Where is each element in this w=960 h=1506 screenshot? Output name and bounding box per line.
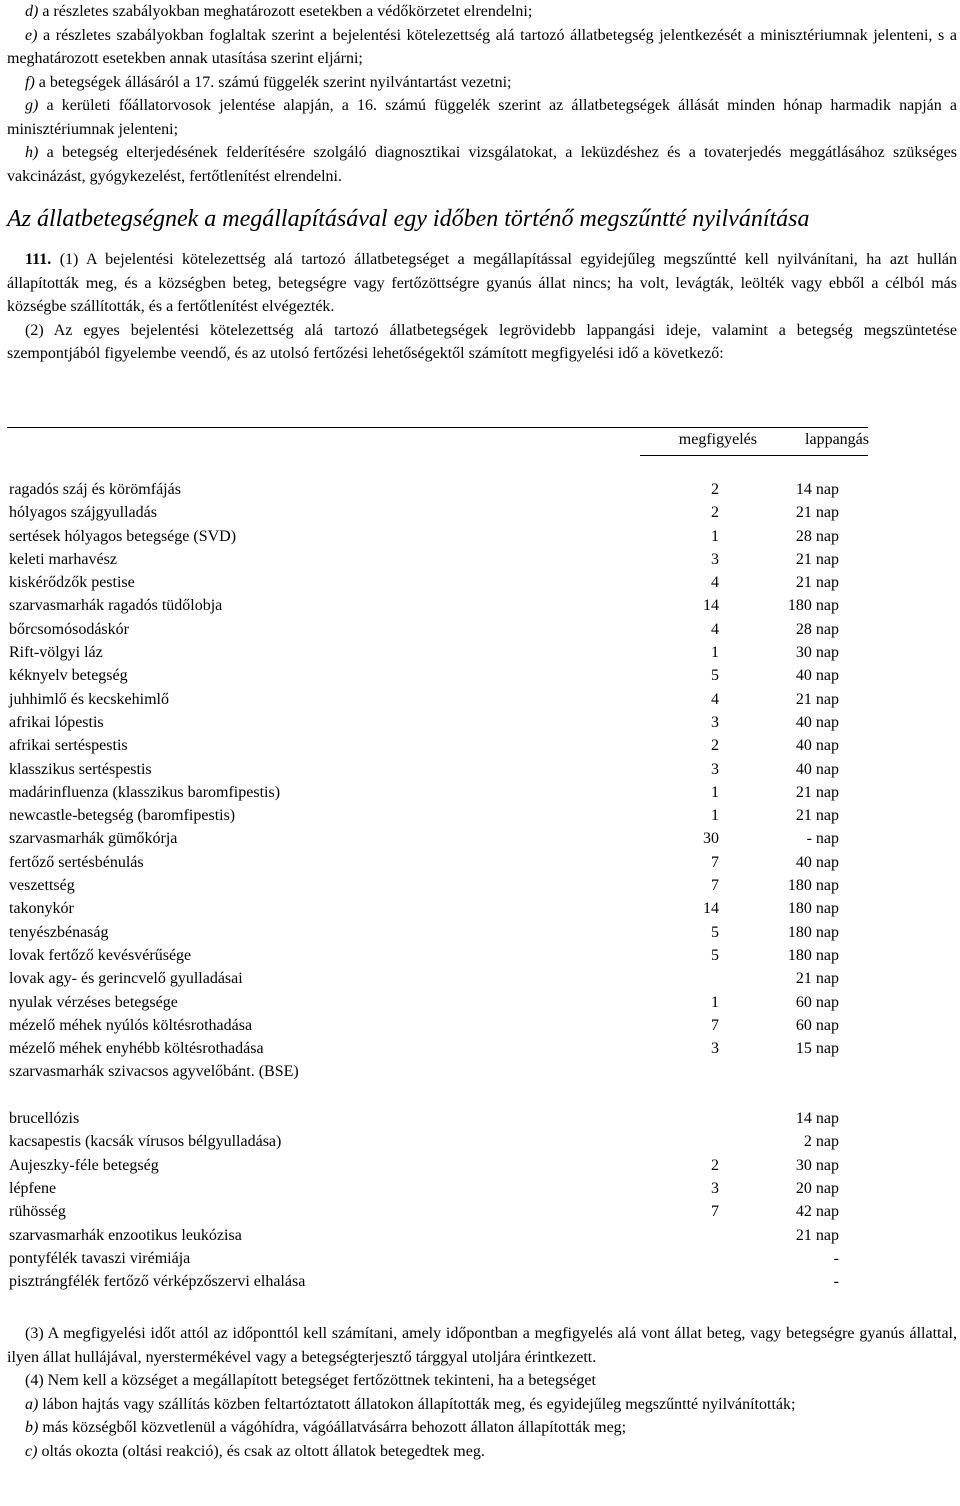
disease-name: madárinfluenza (klasszikus baromfipestis) (9, 783, 281, 801)
disease-name: ragadós száj és körömfájás (9, 481, 181, 498)
item-label: f) (25, 73, 35, 91)
disease-name: klasszikus sertéspestis (9, 760, 152, 778)
table-row (9, 944, 869, 967)
incubation-period: 40 nap (795, 760, 839, 778)
table-row (9, 781, 869, 804)
incubation-period: - (833, 1249, 839, 1267)
table-row (9, 851, 869, 874)
observation-days: 14 (703, 900, 719, 918)
table-row (9, 664, 869, 687)
section-paragraph-2: (2) Az egyes bejelentési kötelezettség alá tartozó állatbetegségek legrövidebb lappangási ideje, valamint a betegség megszüntetése szempontjából figyelembe veendő, és az utolsó fertőzési lehetőségektől számított megfigyelési idő a következő: (7, 321, 957, 362)
observation-days: 1 (711, 807, 719, 825)
table-row (9, 1270, 869, 1293)
incubation-period: 180 nap (787, 877, 839, 895)
table-row (9, 921, 869, 944)
table-row (9, 758, 869, 781)
disease-name: mézelő méhek nyúlós költésrothadása (9, 1016, 253, 1034)
item-text: más községből közvetlenül a vágóhídra, vágóállatvásárra behozott állaton állapították meg; (38, 1419, 627, 1436)
observation-days: 7 (711, 1203, 719, 1221)
paragraph-3: (3) A megfigyelési időt attól az időponttól kell számítani, amely időpontban a megfigyelés alá vont állat beteg, vagy betegségre gyanús állattal, ilyen állat hullájával, nyerstermékével vagy a betegségterjesztő tárggyal utoljára érintkezett. (7, 1325, 957, 1366)
disease-name: kiskérődzők pestise (9, 574, 135, 592)
observation-days: 14 (703, 597, 719, 615)
observation-days: 3 (711, 1040, 719, 1058)
observation-days: 3 (711, 760, 719, 778)
observation-days: 2 (711, 481, 719, 498)
disease-name: bőrcsomósodáskór (9, 620, 129, 638)
item-text: oltás okozta (oltási reakció), és csak az oltott állatok betegedtek meg. (37, 1442, 485, 1460)
disease-name: tenyészbénaság (9, 923, 109, 941)
observation-days: 4 (711, 620, 719, 638)
observation-days: 30 (703, 830, 719, 848)
observation-days: 1 (711, 644, 719, 662)
incubation-period: 42 nap (795, 1203, 839, 1221)
table-row (9, 1247, 869, 1270)
incubation-period: 40 nap (795, 853, 839, 871)
table-row (9, 1060, 869, 1083)
item-label: g) (25, 97, 39, 114)
incubation-period: 20 nap (795, 1179, 839, 1197)
incubation-period: 21 nap (795, 690, 839, 708)
incubation-period: - nap (806, 830, 839, 848)
disease-name: szarvasmarhák gümőkórja (9, 830, 178, 848)
disease-name: hólyagos szájgyulladás (9, 504, 157, 522)
disease-name: rühösség (9, 1203, 66, 1221)
section-heading: Az állatbetegségnek a megállapításával egy időben történő megszűntté nyilvánítása (7, 206, 810, 232)
item-label: c) (25, 1442, 38, 1460)
observation-days: 2 (711, 504, 719, 522)
disease-name: lovak agy- és gerincvelő gyulladásai (9, 970, 243, 988)
item-label: h) (25, 144, 39, 161)
observation-days: 2 (711, 1156, 719, 1174)
disease-name: pontyfélék tavaszi virémiája (9, 1249, 191, 1267)
paragraph-4: (4) Nem kell a községet a megállapított betegséget fertőzöttnek tekinteni, ha a betegséget (25, 1372, 596, 1389)
disease-name: Rift-völgyi láz (9, 644, 103, 662)
table-row (9, 1200, 869, 1223)
list-item-e (7, 24, 957, 71)
incubation-period: 21 nap (795, 970, 839, 988)
disease-name: veszettség (9, 877, 75, 895)
table-row (9, 618, 869, 641)
table-row (9, 478, 869, 501)
disease-name: lépfene (9, 1179, 57, 1197)
item-text: a részletes szabályokban meghatározott esetekben a védőkörzetet elrendelni; (38, 3, 533, 20)
list-item-a (7, 1393, 957, 1417)
incubation-period: - (833, 1273, 839, 1291)
table-row (9, 1177, 869, 1200)
incubation-period: 14 nap (795, 481, 839, 498)
observation-days: 3 (711, 550, 719, 568)
item-text: a részletes szabályokban foglaltak szerint a bejelentési kötelezettség alá tartozó állatbetegség jelentkezését a minisztériumnak jelenteni, s a meghatározott esetekben annak utasítása szerint eljárni; (7, 26, 957, 67)
table-row (9, 1107, 869, 1130)
list-item-f (7, 71, 957, 95)
incubation-period: 21 nap (795, 504, 839, 522)
incubation-period: 40 nap (795, 713, 839, 731)
disease-name: kéknyelv betegség (9, 667, 128, 685)
observation-days: 1 (711, 527, 719, 545)
incubation-period: 14 nap (795, 1110, 839, 1128)
table-row (9, 1224, 869, 1247)
incubation-period: 30 nap (795, 644, 839, 662)
disease-name: szarvasmarhák ragadós tüdőlobja (9, 597, 223, 615)
incubation-period: 21 nap (795, 550, 839, 568)
table-row (9, 734, 869, 757)
disease-name: brucellózis (9, 1110, 80, 1128)
list-item-c (7, 1440, 957, 1464)
table-row (9, 641, 869, 664)
incubation-period: 28 nap (795, 620, 839, 638)
observation-days: 2 (711, 737, 719, 755)
table-row (9, 874, 869, 897)
table-row (9, 525, 869, 548)
disease-name: takonykór (9, 900, 74, 918)
item-label: e) (25, 26, 38, 44)
paragraph-text: (1) A bejelentési kötelezettség alá tartozó állatbetegséget a megállapítással egyidejűleg megszűntté kell nyilvánítani, ha azt hullán állapították meg, és a községben beteg, betegségre vagy fertőzöttségre gyanús állat nincs; ha volt, levágták, leölték vagy ebből a célból más községbe szállították, és a fertőtlenítést elvégezték. (7, 251, 957, 315)
table-row (9, 594, 869, 617)
table-row (9, 1014, 869, 1037)
observation-days: 1 (711, 783, 719, 801)
table-row (9, 1130, 869, 1153)
table-row (9, 804, 869, 827)
disease-name: keleti marhavész (9, 550, 117, 568)
incubation-period: 21 nap (795, 807, 839, 825)
incubation-period: 28 nap (795, 527, 839, 545)
observation-days: 7 (711, 853, 719, 871)
table-row (9, 967, 869, 990)
observation-days: 7 (711, 877, 719, 895)
observation-days: 3 (711, 1179, 719, 1197)
incubation-period: 180 nap (787, 597, 839, 615)
table-row (9, 1154, 869, 1177)
disease-name: Aujeszky-féle betegség (9, 1156, 159, 1174)
item-label: a) (25, 1395, 39, 1413)
item-text: a betegség elterjedésének felderítésére szolgáló diagnosztikai vizsgálatokat, a leküzdéshez és a tovaterjedés meggátlásához szükséges vakcinázást, gyógykezelést, fertőtlenítést elrendelni. (7, 144, 957, 185)
item-label: d) (25, 3, 39, 20)
observation-days: 4 (711, 690, 719, 708)
table-row (9, 1037, 869, 1060)
disease-name: fertőző sertésbénulás (9, 853, 144, 871)
incubation-period: 180 nap (787, 900, 839, 918)
incubation-period: 2 nap (803, 1133, 839, 1151)
table-body (9, 478, 869, 1293)
list-item-d (7, 0, 957, 24)
disease-name: szarvasmarhák enzootikus leukózisa (9, 1226, 242, 1244)
section-number: 111. (25, 251, 52, 268)
disease-name: szarvasmarhák szivacsos agyvelőbánt. (BSE) (9, 1063, 299, 1081)
disease-name: pisztrángfélék fertőző vérképzőszervi elhalása (9, 1273, 306, 1291)
table-row (9, 571, 869, 594)
disease-name: lovak fertőző kevésvérűsége (9, 946, 192, 964)
table-row (9, 827, 869, 850)
table-row (9, 688, 869, 711)
incubation-period: 15 nap (795, 1040, 839, 1058)
observation-days: 5 (711, 946, 719, 964)
incubation-period: 40 nap (795, 667, 839, 685)
disease-name: nyulak vérzéses betegsége (9, 993, 178, 1011)
incubation-period: 60 nap (795, 993, 839, 1011)
list-item-b (7, 1416, 957, 1440)
observation-days: 4 (711, 574, 719, 592)
disease-name: sertések hólyagos betegsége (SVD) (9, 527, 237, 545)
table-row (9, 548, 869, 571)
item-text: lábon hajtás vagy szállítás közben feltartóztatott állatokon állapították meg, és egyidejűleg megszűntté nyilvánították; (38, 1395, 796, 1413)
observation-days: 1 (711, 993, 719, 1011)
disease-name: afrikai lópestis (9, 713, 104, 731)
disease-name: mézelő méhek enyhébb költésrothadása (9, 1040, 264, 1058)
item-label: b) (25, 1419, 39, 1436)
observation-days: 5 (711, 923, 719, 941)
table-row (9, 991, 869, 1014)
list-item-h (7, 141, 957, 188)
observation-days: 7 (711, 1016, 719, 1034)
header-underline (640, 455, 868, 456)
header-observation: megfigyelés (678, 431, 757, 448)
disease-name: kacsapestis (kacsák vírusos bélgyulladása) (9, 1133, 282, 1151)
section-paragraph-1 (7, 248, 957, 319)
incubation-period: 60 nap (795, 1016, 839, 1034)
incubation-period: 180 nap (787, 923, 839, 941)
incubation-period: 21 nap (795, 1226, 839, 1244)
incubation-period: 21 nap (795, 783, 839, 801)
list-item-g (7, 94, 957, 141)
incubation-period: 30 nap (795, 1156, 839, 1174)
item-text: a betegségek állásáról a 17. számú függelék szerint nyilvántartást vezetni; (34, 73, 512, 91)
disease-name: afrikai sertéspestis (9, 737, 128, 755)
incubation-period: 180 nap (787, 946, 839, 964)
table-row (9, 711, 869, 734)
closing-section (7, 1322, 957, 1463)
table-row (9, 501, 869, 524)
observation-days: 3 (711, 713, 719, 731)
disease-name: newcastle-betegség (baromfipestis) (9, 807, 236, 825)
document-page (7, 0, 957, 366)
incubation-period: 40 nap (795, 737, 839, 755)
table-row (9, 897, 869, 920)
incubation-period: 21 nap (795, 574, 839, 592)
header-incubation: lappangás (805, 431, 869, 448)
disease-name: juhhimlő és kecskehimlő (9, 690, 169, 708)
observation-days: 5 (711, 667, 719, 685)
table-spacer (9, 1084, 869, 1107)
item-text: a kerületi főállatorvosok jelentése alapján, a 16. számú függelék szerint az állatbetegségek állását minden hónap harmadik napján a minisztériumnak jelenteni; (7, 97, 957, 138)
